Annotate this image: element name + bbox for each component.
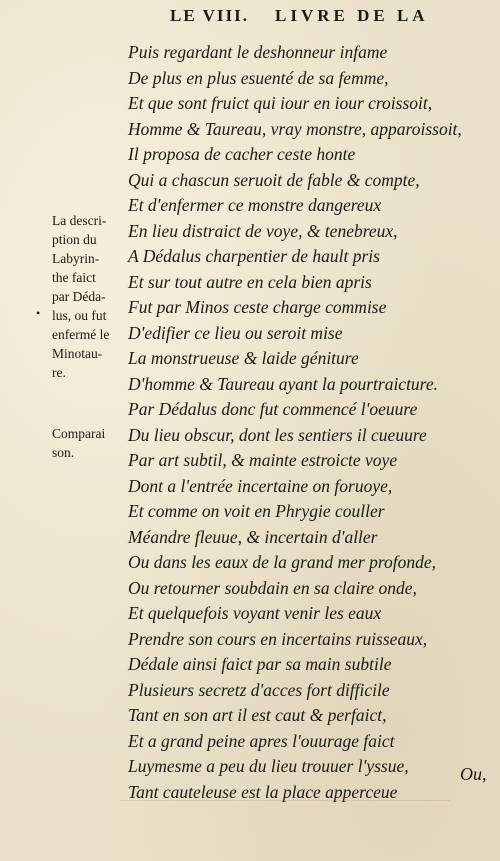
note-line: par Déda- <box>52 289 106 304</box>
note-line: the faict <box>52 270 96 285</box>
verse-line: Plusieurs secretz d'acces fort difficile <box>128 679 390 700</box>
page-header <box>130 6 490 28</box>
verse-line: Fut par Minos ceste charge commise <box>128 297 387 317</box>
verse-block <box>128 40 500 805</box>
verse-line: En lieu distraict de voye, & tenebreux, <box>128 220 398 241</box>
verse-line: Dédale ainsi faict par sa main subtile <box>128 654 392 674</box>
verse-line: Tant en son art il est caut & perfaict, <box>128 705 387 725</box>
verse-line: A Dédalus charpentier de hault pris <box>128 246 380 266</box>
note-line: Comparai <box>52 426 106 441</box>
verse-line: Homme & Taureau, vray monstre, apparoissoit, <box>128 118 462 139</box>
paper-bleed-line <box>120 800 450 801</box>
verse-line: Du lieu obscur, dont les sentiers il cueuure <box>128 424 427 445</box>
verse-line: Et comme on voit en Phrygie couller <box>128 501 385 521</box>
margin-mark: • <box>36 306 41 320</box>
verse-line: Qui a chascun seruoit de fable & compte, <box>128 169 420 190</box>
verse-line: De plus en plus esuenté de sa femme, <box>128 67 389 88</box>
note-line: Labyrin- <box>52 251 100 266</box>
note-line: lus, ou fut <box>52 308 107 323</box>
note-line: La descri- <box>52 213 107 228</box>
note-line: Minotau- <box>52 346 103 361</box>
folio-number: LE VIII. <box>170 6 249 25</box>
running-title: LIVRE DE LA <box>275 6 429 25</box>
verse-line: Et quelquefois voyant venir les eaux <box>128 603 382 623</box>
verse-line: Dont a l'entrée incertaine on foruoye, <box>128 475 393 496</box>
verse-line: Puis regardant le deshonneur infame <box>128 42 388 62</box>
verse-line: Il proposa de cacher ceste honte <box>128 144 356 164</box>
verse-line: Et sur tout autre en cela bien apris <box>128 271 372 292</box>
verse-line: Prendre son cours en incertains ruisseaux, <box>128 628 428 649</box>
note-line: re. <box>52 365 66 380</box>
note-line: ption du <box>52 232 97 247</box>
note-line: son. <box>52 445 75 460</box>
verse-line: Méandre fleuue, & incertain d'aller <box>128 526 378 547</box>
verse-line: Et que sont fruict qui iour en iour croissoit, <box>128 93 433 113</box>
verse-line: D'homme & Taureau ayant la pourtraicture. <box>128 373 438 394</box>
verse-line: Par Dédalus donc fut commencé l'oeuure <box>128 399 418 419</box>
catchword: Ou, <box>460 764 487 784</box>
marginal-note-labyrinth <box>52 211 130 382</box>
note-line: enfermé le <box>52 327 110 342</box>
marginal-note-comparison <box>52 424 130 462</box>
verse-line: Ou retourner soubdain en sa claire onde, <box>128 577 417 598</box>
verse-line: La monstrueuse & laide géniture <box>128 348 359 368</box>
verse-line: Luymesme a peu du lieu trouuer l'yssue, <box>128 756 409 776</box>
verse-line: D'edifier ce lieu ou seroit mise <box>128 322 343 343</box>
verse-line: Et a grand peine apres l'ouurage faict <box>128 730 395 751</box>
verse-line: Et d'enfermer ce monstre dangereux <box>128 195 382 215</box>
verse-line: Tant cauteleuse est la place apperceue <box>128 781 398 802</box>
verse-line: Par art subtil, & mainte estroicte voye <box>128 450 398 470</box>
verse-line: Ou dans les eaux de la grand mer profonde, <box>128 552 436 572</box>
